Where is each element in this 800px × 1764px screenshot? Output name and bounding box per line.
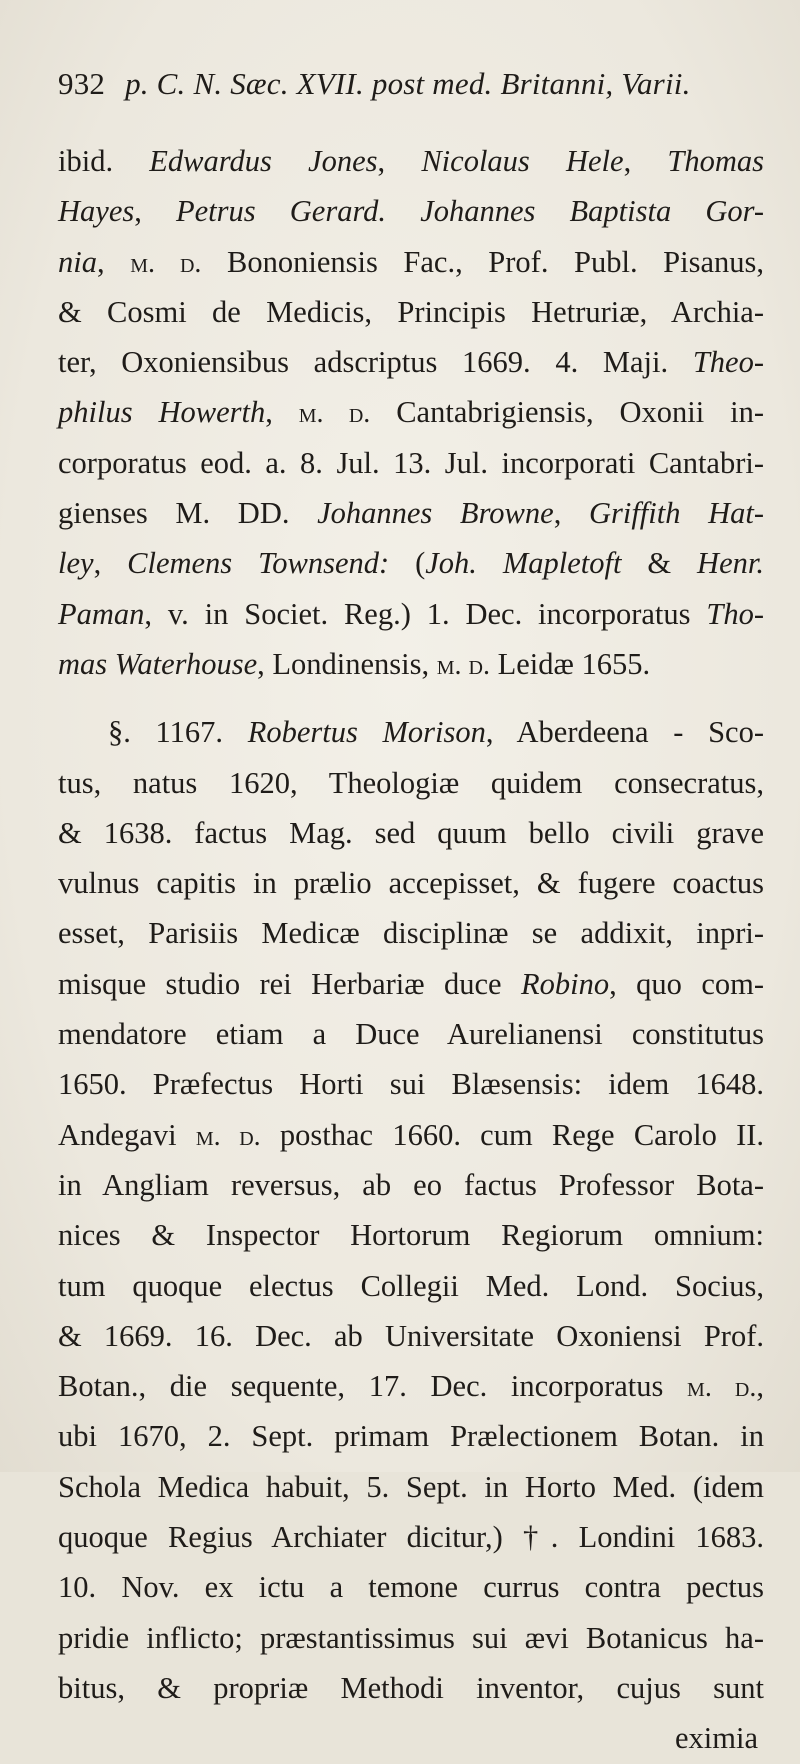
text-line: nices & Inspector Hortorum Regiorum omnium: xyxy=(58,1218,764,1253)
text-line: §. 1167. Robertus Morison, Aberdeena - Sco- xyxy=(108,715,764,750)
text-line: 1650. Præfectus Horti sui Blæsensis: idem 1648. xyxy=(58,1067,764,1102)
text-line: corporatus eod. a. 8. Jul. 13. Jul. incorporati Cantabri- xyxy=(58,445,764,480)
text-line: Hayes, Petrus Gerard. Johannes Baptista Gor- xyxy=(58,194,765,229)
text-line: ibid. Edwardus Jones, Nicolaus Hele, Thomas xyxy=(58,144,765,178)
text-line: misque studio rei Herbariæ duce Robino, quo com- xyxy=(58,966,764,1001)
text-line: pridie inflicto; præstantissimus sui ævi Botanicus ha- xyxy=(58,1620,764,1655)
text-line: & 1638. factus Mag. sed quum bello civili grave xyxy=(58,815,764,850)
text-line: philus Howerth, m. d. Cantabrigiensis, Oxonii in- xyxy=(58,395,764,430)
text-line: in Angliam reversus, ab eo factus Professor Bota- xyxy=(58,1167,764,1202)
text-line: 10. Nov. ex ictu a temone currus contra pectus xyxy=(58,1570,764,1605)
text-line: ubi 1670, 2. Sept. primam Prælectionem Botan. in xyxy=(58,1419,764,1454)
page-header xyxy=(58,66,691,102)
text-line: mas Waterhouse, Londinensis, m. d. Leidæ 1655. xyxy=(58,646,651,681)
text-line: tum quoque electus Collegii Med. Lond. Socius, xyxy=(58,1268,764,1303)
text-line: ter, Oxoniensibus adscriptus 1669. 4. Maji. Theo- xyxy=(58,345,764,380)
text-line: Andegavi m. d. posthac 1660. cum Rege Carolo II. xyxy=(58,1117,765,1152)
paragraph-entries-incorporations xyxy=(58,136,764,689)
text-line: tus, natus 1620, Theologiæ quidem consecratus, xyxy=(58,765,764,800)
text-line: & 1669. 16. Dec. ab Universitate Oxoniensi Prof. xyxy=(58,1318,764,1353)
catchword: eximia xyxy=(675,1721,758,1756)
text-line: esset, Parisiis Medicæ disciplinæ se addixit, inpri- xyxy=(58,916,764,951)
text-line: bitus, & propriæ Methodi inventor, cujus sunt xyxy=(58,1670,764,1705)
paragraph-robertus-morison xyxy=(58,707,764,1713)
text-line: quoque Regius Archiater dicitur,) †. Londini 1683. xyxy=(58,1520,764,1555)
text-line: Paman, v. in Societ. Reg.) 1. Dec. incorporatus Tho- xyxy=(58,596,764,631)
text-line: mendatore etiam a Duce Aurelianensi constitutus xyxy=(58,1017,764,1052)
text-line: ley, Clemens Townsend: (Joh. Mapletoft & Henr. xyxy=(58,546,764,581)
running-title: p. C. N. Sæc. XVII. post med. Britanni, Varii. xyxy=(125,66,691,101)
text-line: & Cosmi de Medicis, Principis Hetruriæ, Archia- xyxy=(58,294,764,329)
text-line: nia, m. d. Bononiensis Fac., Prof. Publ. Pisanus, xyxy=(58,244,765,279)
body-text xyxy=(58,136,764,1764)
text-line: vulnus capitis in prælio accepisset, & fugere coactus xyxy=(58,866,764,901)
text-line: Botan., die sequente, 17. Dec. incorporatus m. d., xyxy=(58,1369,764,1404)
page-number: 932 xyxy=(58,66,106,101)
text-line: Schola Medica habuit, 5. Sept. in Horto Med. (idem xyxy=(58,1469,764,1504)
text-line: gienses M. DD. Johannes Browne, Griffith Hat- xyxy=(58,496,765,531)
